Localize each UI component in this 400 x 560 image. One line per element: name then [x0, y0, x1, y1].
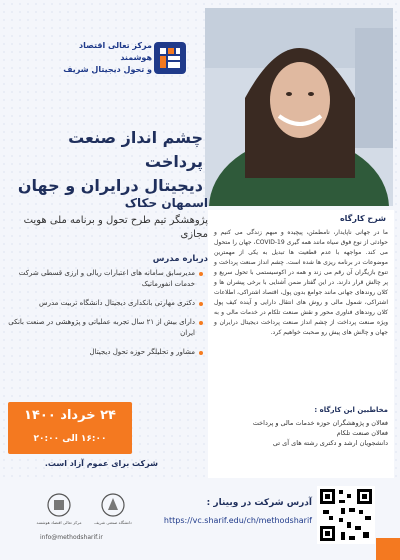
- event-title-line2: دیجیتال درایران و جهان: [17, 176, 203, 195]
- decorative-corner: [376, 538, 400, 560]
- audience-item: دانشجویان ارشد و دکتری رشته های آی تی: [272, 439, 388, 447]
- speaker-photo: [205, 8, 393, 206]
- event-title-line1: چشم انداز صنعت پرداخت: [68, 128, 203, 171]
- audience-heading: مخاطبین این کارگاه :: [314, 406, 388, 414]
- sharif-logo-text: دانشگاه صنعتی شریف: [94, 520, 132, 525]
- register-heading: آدرس شرکت در وبینار :: [206, 498, 312, 508]
- workshop-description: ما در جهانی ناپایدار، نامطمئن، پیچیده و مبهم زندگی می کنیم و حوادثی از نوع فوق سیاه مانند همه گیری COVID-19، جهان را متحول می کند. مواجهه با عدم قطعیت ها تبدیل به یکی از مهمترین موضوعات در برنامه ریزی ها شده است. چشم انداز صنعت پرداخت و تنوع بازیگران آن رقم می زند و همه در اکوسیستمی با تحول سریع و پر چالش قرار دارند. در این گفتار ضمن آشنایی با برخی پیشران ها و کلان روندهای جهانی مانند جوامع بدون پول، اقتصاد اشتراکی، اطلاعات اشتراکی، شمول مالی و روش های انتقال دارایی و آینده کیف پول کلان روندهای فناوری محور و نقش صنعت تلکام در خدمات مالی و به ویژه صنعت پرداخت از چشم انداز صنعت پرداخت دیجیتال درایران و جهان و چالش های پیش رو صحبت خواهیم کرد.: [214, 229, 388, 336]
- sharif-logo-icon: [100, 492, 126, 518]
- org-footer-logo-text: مرکز تعالی اقتصاد هوشمند: [36, 520, 82, 525]
- workshop-panel: [208, 210, 394, 478]
- about-list: [8, 268, 203, 366]
- register-link[interactable]: https://vc.sharif.edu/ch/methodsharif: [163, 516, 312, 525]
- org-name: [60, 40, 152, 76]
- org-name-line2: و تحول دیجیتال شریف: [63, 65, 152, 74]
- about-heading: درباره مدرس: [152, 254, 208, 264]
- org-logo-icon: [150, 38, 190, 78]
- event-time: ۱۶:۰۰ الی ۲۰:۰۰: [33, 434, 107, 444]
- about-item: مشاور و تحلیلگر حوزه تحول دیجیتال: [8, 347, 203, 358]
- public-note: شرکت برای عموم آزاد است.: [44, 459, 158, 468]
- workshop-heading: شرح کارگاه: [339, 214, 386, 223]
- speaker-role: پژوهشگر تیم طرح تحول و برنامه ملی هویت مجازی: [23, 215, 208, 240]
- about-item: مدیرسابق سامانه های اعتبارات ریالی و ارزی قسطی شرکت خدمات انفورماتیک: [8, 268, 203, 290]
- audience-item: فعالان و پژوهشگران حوزه خدمات مالی و پرداخت: [252, 419, 388, 427]
- org-footer-logo-icon: [46, 492, 72, 518]
- about-item: دکتری مهارتی بانکداری دیجیتال دانشگاه تربیت مدرس: [8, 298, 203, 309]
- org-name-line1: مرکز تعالی اقتصاد هوشمند: [79, 41, 152, 62]
- speaker-name: اسمهان حکاک: [124, 196, 208, 210]
- about-item: دارای بیش از ۲۱ سال تجربه عملیاتی و پژوهشی در صنعت بانکی ایران: [8, 317, 203, 339]
- event-title: [8, 126, 203, 198]
- qr-code-icon[interactable]: [317, 486, 375, 544]
- audience-item: فعالان صنعت تلکام: [336, 429, 388, 437]
- event-date: ۲۴ خرداد ۱۴۰۰: [24, 408, 116, 423]
- date-box: [8, 402, 132, 454]
- contact-email[interactable]: info@methodsharif.ir: [40, 534, 103, 541]
- audience-list: [214, 418, 388, 448]
